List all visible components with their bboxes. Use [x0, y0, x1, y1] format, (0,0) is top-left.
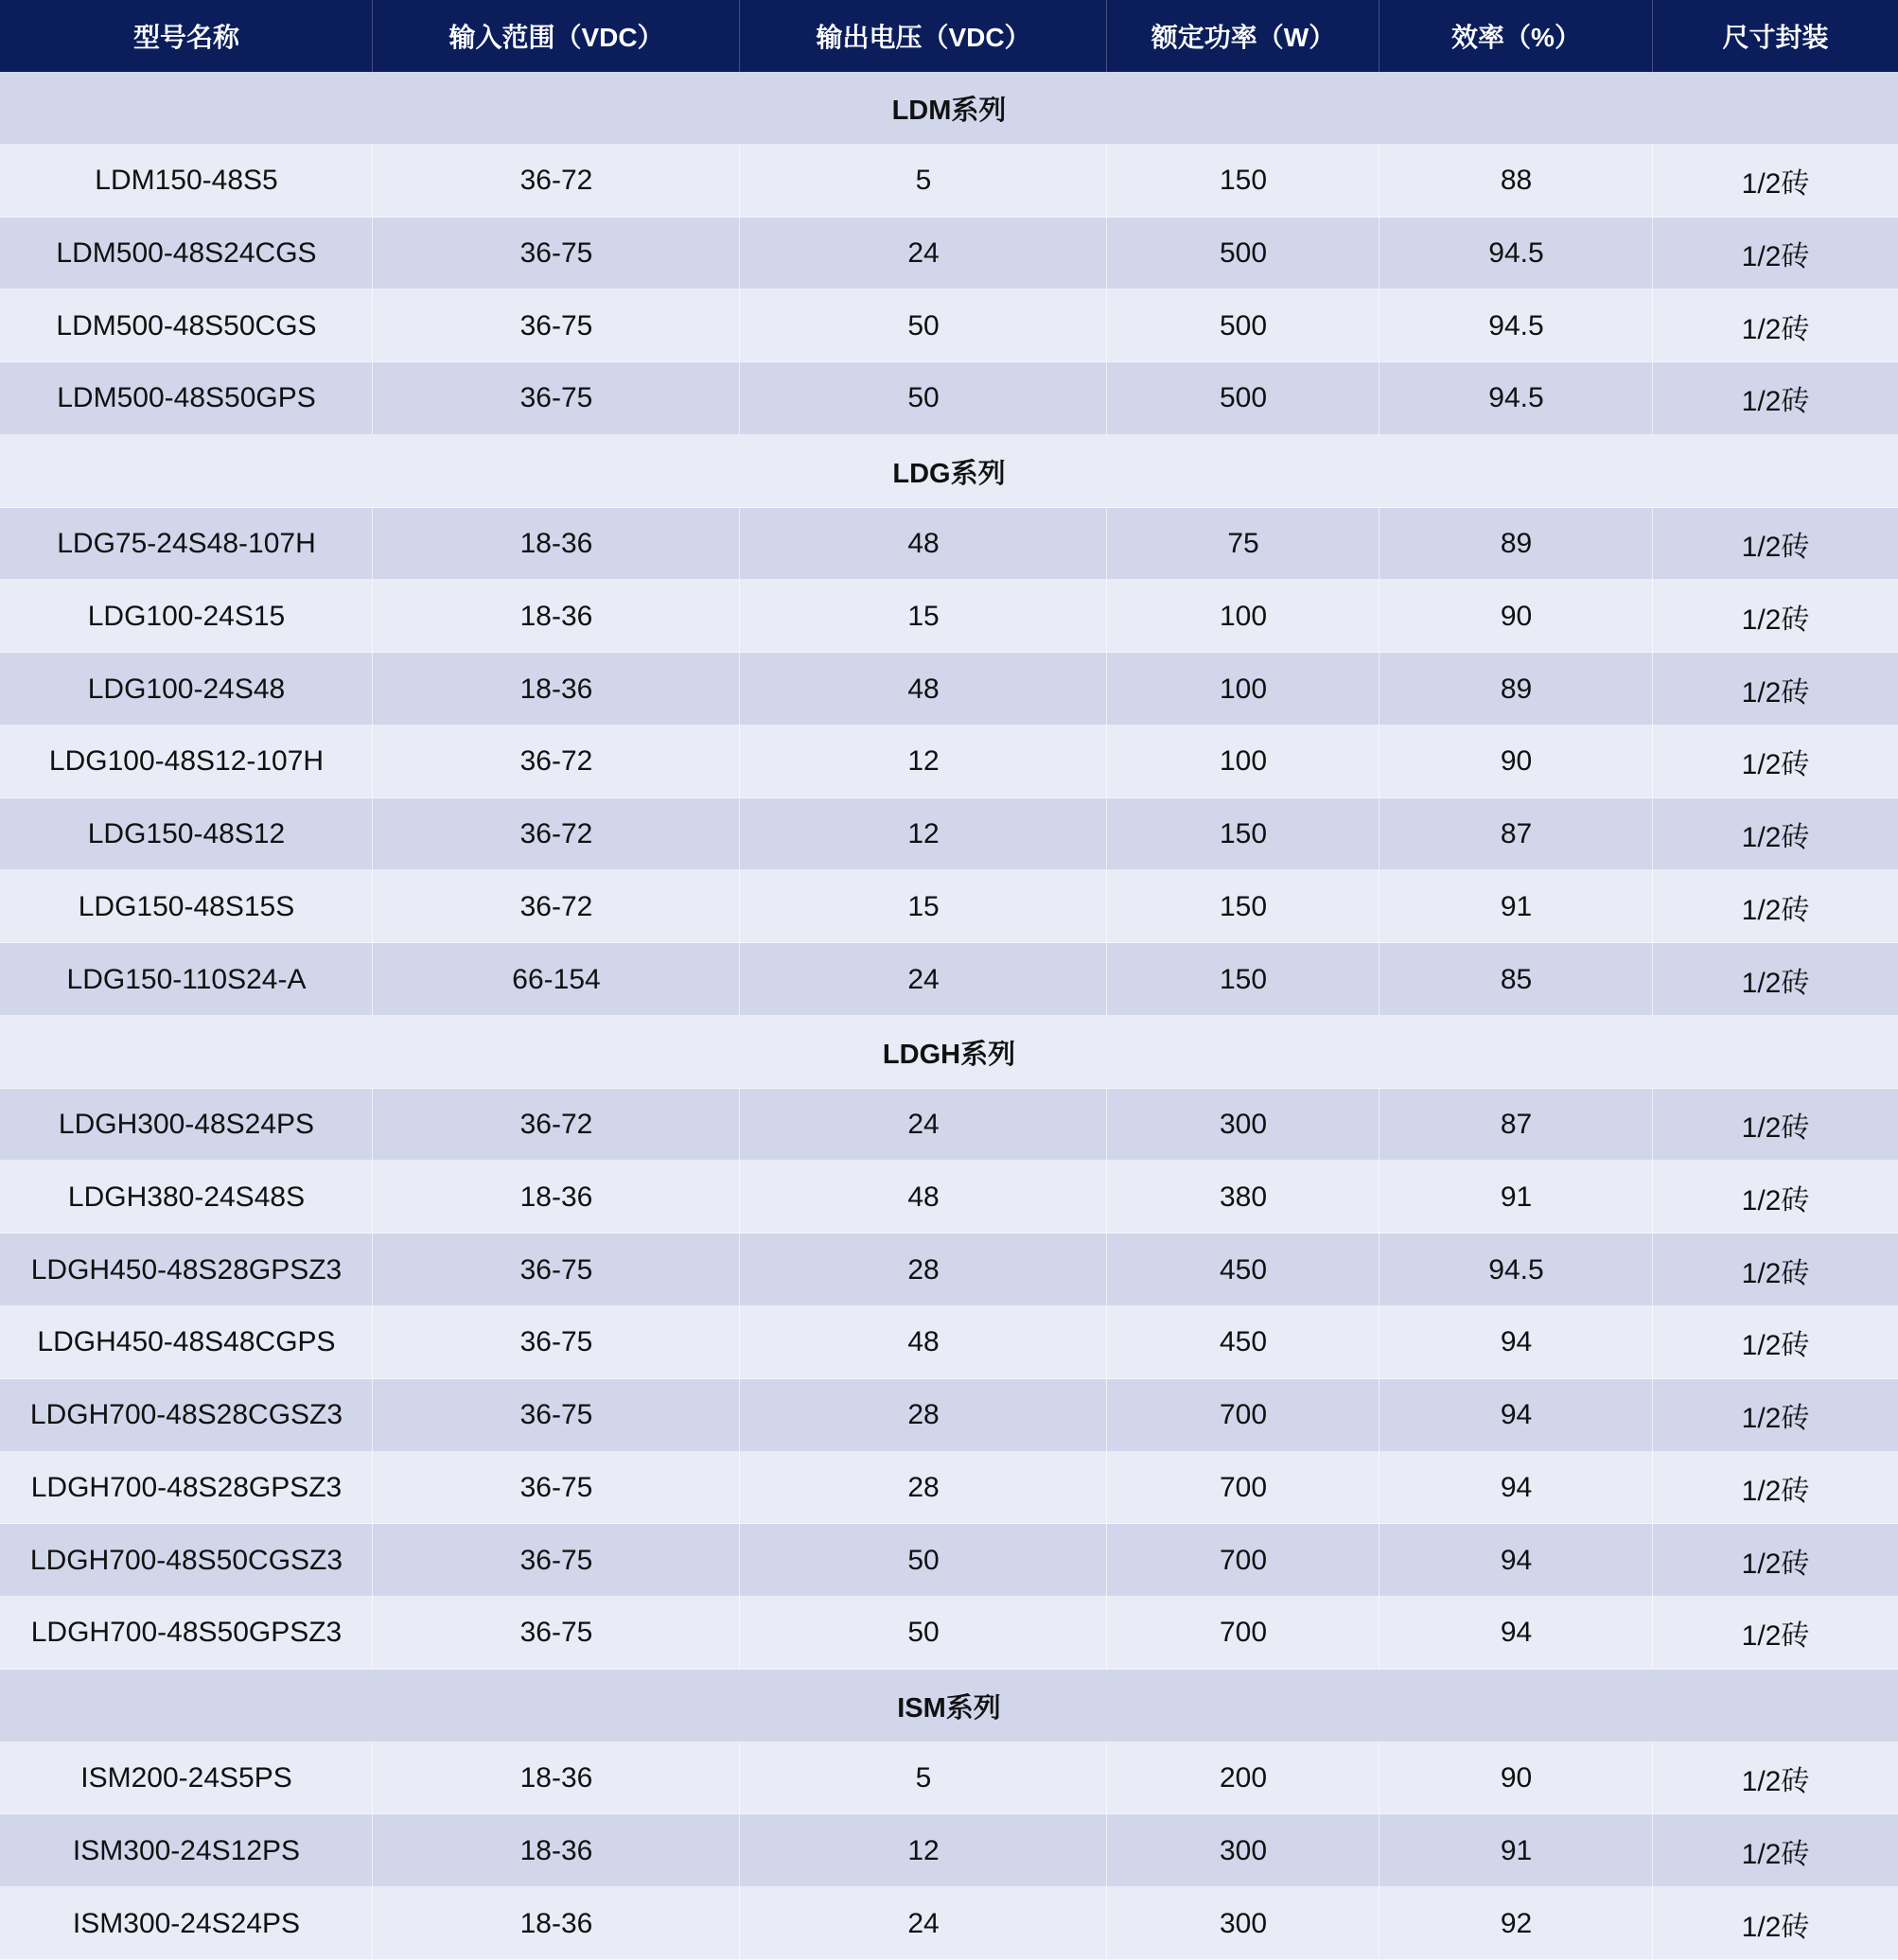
cell-package: 1/2砖: [1741, 1620, 1810, 1653]
cell-output-voltage: 50: [740, 289, 1107, 362]
cell-output-voltage: 5: [740, 1742, 1107, 1815]
cell-efficiency: 90: [1380, 726, 1653, 798]
cell-rated-power: 700: [1107, 1452, 1380, 1525]
cell-output-voltage: 12: [740, 726, 1107, 798]
cell-rated-power: 380: [1107, 1161, 1380, 1234]
cell-rated-power: 300: [1107, 1814, 1380, 1887]
header-efficiency: 效率（%）: [1380, 0, 1653, 72]
cell-model: LDG150-110S24-A: [0, 943, 373, 1016]
cell-model: LDG100-24S15: [0, 580, 373, 653]
header-output-voltage: 输出电压（VDC）: [740, 0, 1107, 72]
cell-package: 1/2砖: [1741, 1330, 1810, 1362]
cell-rated-power: 300: [1107, 1089, 1380, 1162]
cell-output-voltage: 48: [740, 1306, 1107, 1379]
cell-model: LDM500-48S50CGS: [0, 289, 373, 362]
cell-input-range: 18-36: [373, 508, 740, 581]
cell-efficiency: 94: [1380, 1524, 1653, 1597]
cell-output-voltage: 12: [740, 798, 1107, 871]
cell-efficiency: 85: [1380, 943, 1653, 1016]
cell-output-voltage: 50: [740, 1597, 1107, 1670]
cell-model: LDGH300-48S24PS: [0, 1089, 373, 1162]
cell-output-voltage: 24: [740, 218, 1107, 290]
cell-rated-power: 150: [1107, 798, 1380, 871]
header-rated-power: 额定功率（W）: [1107, 0, 1380, 72]
cell-rated-power: 100: [1107, 653, 1380, 726]
cell-output-voltage: 12: [740, 1814, 1107, 1887]
series-title: ISM系列: [897, 1692, 1001, 1724]
cell-model: ISM300-24S24PS: [0, 1887, 373, 1960]
cell-rated-power: 500: [1107, 218, 1380, 290]
cell-model: LDG75-24S48-107H: [0, 508, 373, 581]
cell-output-voltage: 24: [740, 943, 1107, 1016]
cell-efficiency: 94: [1380, 1306, 1653, 1379]
cell-package: 1/2砖: [1741, 531, 1810, 563]
cell-efficiency: 94.5: [1380, 362, 1653, 435]
table-header: [0, 0, 1898, 72]
cell-efficiency: 89: [1380, 508, 1653, 581]
table-row: [0, 653, 1898, 726]
cell-input-range: 36-75: [373, 1306, 740, 1379]
table-row: [0, 1452, 1898, 1525]
cell-package: 1/2砖: [1741, 1548, 1810, 1580]
cell-model: LDM500-48S24CGS: [0, 218, 373, 290]
cell-model: LDGH700-48S50GPSZ3: [0, 1597, 373, 1670]
cell-rated-power: 500: [1107, 362, 1380, 435]
cell-output-voltage: 48: [740, 1161, 1107, 1234]
table-row: [0, 580, 1898, 653]
cell-model: ISM300-24S12PS: [0, 1814, 373, 1887]
table-row: [0, 1379, 1898, 1452]
cell-efficiency: 94: [1380, 1597, 1653, 1670]
cell-output-voltage: 28: [740, 1234, 1107, 1306]
cell-model: ISM200-24S5PS: [0, 1742, 373, 1815]
cell-efficiency: 91: [1380, 1814, 1653, 1887]
cell-model: LDG150-48S15S: [0, 870, 373, 943]
table-row: [0, 508, 1898, 581]
cell-rated-power: 100: [1107, 580, 1380, 653]
cell-efficiency: 87: [1380, 798, 1653, 871]
table-row: [0, 1887, 1898, 1960]
cell-rated-power: 150: [1107, 943, 1380, 1016]
cell-output-voltage: 48: [740, 653, 1107, 726]
cell-efficiency: 90: [1380, 580, 1653, 653]
cell-input-range: 36-75: [373, 362, 740, 435]
cell-package: 1/2砖: [1741, 894, 1810, 926]
cell-package: 1/2砖: [1741, 1257, 1810, 1289]
cell-model: LDGH700-48S28CGSZ3: [0, 1379, 373, 1452]
cell-input-range: 36-75: [373, 1524, 740, 1597]
cell-model: LDG100-48S12-107H: [0, 726, 373, 798]
table-row: [0, 1524, 1898, 1597]
cell-model: LDM150-48S5: [0, 145, 373, 218]
header-model: 型号名称: [0, 0, 373, 72]
cell-efficiency: 90: [1380, 1742, 1653, 1815]
cell-input-range: 36-72: [373, 798, 740, 871]
cell-package: 1/2砖: [1741, 386, 1810, 418]
cell-efficiency: 88: [1380, 145, 1653, 218]
cell-model: LDGH380-24S48S: [0, 1161, 373, 1234]
table-row: [0, 145, 1898, 218]
cell-input-range: 36-75: [373, 1452, 740, 1525]
cell-package: 1/2砖: [1741, 313, 1810, 345]
cell-input-range: 36-75: [373, 1234, 740, 1306]
series-row: [0, 435, 1898, 508]
cell-package: 1/2砖: [1741, 1838, 1810, 1870]
table-row: [0, 1234, 1898, 1306]
cell-model: LDG150-48S12: [0, 798, 373, 871]
cell-output-voltage: 50: [740, 1524, 1107, 1597]
cell-efficiency: 91: [1380, 1161, 1653, 1234]
cell-input-range: 36-72: [373, 726, 740, 798]
table-row: [0, 943, 1898, 1016]
cell-rated-power: 75: [1107, 508, 1380, 581]
header-package: 尺寸封装: [1722, 23, 1829, 52]
cell-rated-power: 300: [1107, 1887, 1380, 1960]
table-row: [0, 289, 1898, 362]
cell-input-range: 36-72: [373, 145, 740, 218]
cell-output-voltage: 28: [740, 1452, 1107, 1525]
cell-input-range: 18-36: [373, 580, 740, 653]
cell-package: 1/2砖: [1741, 1475, 1810, 1507]
cell-input-range: 36-72: [373, 870, 740, 943]
cell-model: LDGH700-48S50CGSZ3: [0, 1524, 373, 1597]
cell-rated-power: 200: [1107, 1742, 1380, 1815]
cell-input-range: 18-36: [373, 1887, 740, 1960]
table-row: [0, 362, 1898, 435]
cell-output-voltage: 15: [740, 580, 1107, 653]
cell-rated-power: 450: [1107, 1234, 1380, 1306]
cell-efficiency: 87: [1380, 1089, 1653, 1162]
cell-efficiency: 94: [1380, 1379, 1653, 1452]
cell-package: 1/2砖: [1741, 1765, 1810, 1797]
table-row: [0, 1597, 1898, 1670]
cell-output-voltage: 24: [740, 1887, 1107, 1960]
cell-rated-power: 700: [1107, 1379, 1380, 1452]
cell-package: 1/2砖: [1741, 1184, 1810, 1216]
series-title: LDG系列: [892, 458, 1006, 489]
cell-input-range: 18-36: [373, 1161, 740, 1234]
cell-rated-power: 700: [1107, 1597, 1380, 1670]
cell-package: 1/2砖: [1741, 240, 1810, 272]
cell-output-voltage: 24: [740, 1089, 1107, 1162]
cell-output-voltage: 28: [740, 1379, 1107, 1452]
cell-output-voltage: 15: [740, 870, 1107, 943]
cell-package: 1/2砖: [1741, 1403, 1810, 1435]
cell-efficiency: 94.5: [1380, 1234, 1653, 1306]
table-row: [0, 218, 1898, 290]
cell-input-range: 36-75: [373, 1597, 740, 1670]
cell-efficiency: 89: [1380, 653, 1653, 726]
cell-input-range: 18-36: [373, 1742, 740, 1815]
cell-package: 1/2砖: [1741, 749, 1810, 781]
cell-input-range: 36-75: [373, 289, 740, 362]
table-row: [0, 798, 1898, 871]
cell-model: LDGH450-48S28GPSZ3: [0, 1234, 373, 1306]
cell-package: 1/2砖: [1741, 822, 1810, 854]
cell-input-range: 36-72: [373, 1089, 740, 1162]
cell-package: 1/2砖: [1741, 676, 1810, 709]
series-title: LDGH系列: [882, 1039, 1016, 1070]
cell-model: LDGH700-48S28GPSZ3: [0, 1452, 373, 1525]
series-title: LDM系列: [891, 95, 1007, 126]
cell-output-voltage: 48: [740, 508, 1107, 581]
cell-output-voltage: 50: [740, 362, 1107, 435]
cell-input-range: 18-36: [373, 1814, 740, 1887]
cell-package: 1/2砖: [1741, 1911, 1810, 1943]
series-row: [0, 1670, 1898, 1742]
cell-output-voltage: 5: [740, 145, 1107, 218]
table-row: [0, 1089, 1898, 1162]
cell-package: 1/2砖: [1741, 604, 1810, 636]
table-row: [0, 870, 1898, 943]
cell-efficiency: 94.5: [1380, 289, 1653, 362]
cell-input-range: 18-36: [373, 653, 740, 726]
cell-input-range: 36-75: [373, 1379, 740, 1452]
cell-model: LDG100-24S48: [0, 653, 373, 726]
cell-rated-power: 150: [1107, 145, 1380, 218]
cell-package: 1/2砖: [1741, 1112, 1810, 1145]
cell-package: 1/2砖: [1741, 967, 1810, 999]
cell-model: LDM500-48S50GPS: [0, 362, 373, 435]
cell-input-range: 66-154: [373, 943, 740, 1016]
cell-rated-power: 100: [1107, 726, 1380, 798]
table-row: [0, 1161, 1898, 1234]
table-row: [0, 1742, 1898, 1815]
table-row: [0, 1814, 1898, 1887]
table-row: [0, 726, 1898, 798]
series-row: [0, 72, 1898, 145]
cell-efficiency: 94.5: [1380, 218, 1653, 290]
cell-efficiency: 92: [1380, 1887, 1653, 1960]
cell-rated-power: 150: [1107, 870, 1380, 943]
table-row: [0, 1306, 1898, 1379]
cell-rated-power: 700: [1107, 1524, 1380, 1597]
cell-rated-power: 500: [1107, 289, 1380, 362]
header-input-range: 输入范围（VDC）: [373, 0, 740, 72]
cell-package: 1/2砖: [1741, 168, 1810, 201]
cell-rated-power: 450: [1107, 1306, 1380, 1379]
cell-model: LDGH450-48S48CGPS: [0, 1306, 373, 1379]
cell-efficiency: 94: [1380, 1452, 1653, 1525]
cell-efficiency: 91: [1380, 870, 1653, 943]
cell-input-range: 36-75: [373, 218, 740, 290]
series-row: [0, 1016, 1898, 1089]
